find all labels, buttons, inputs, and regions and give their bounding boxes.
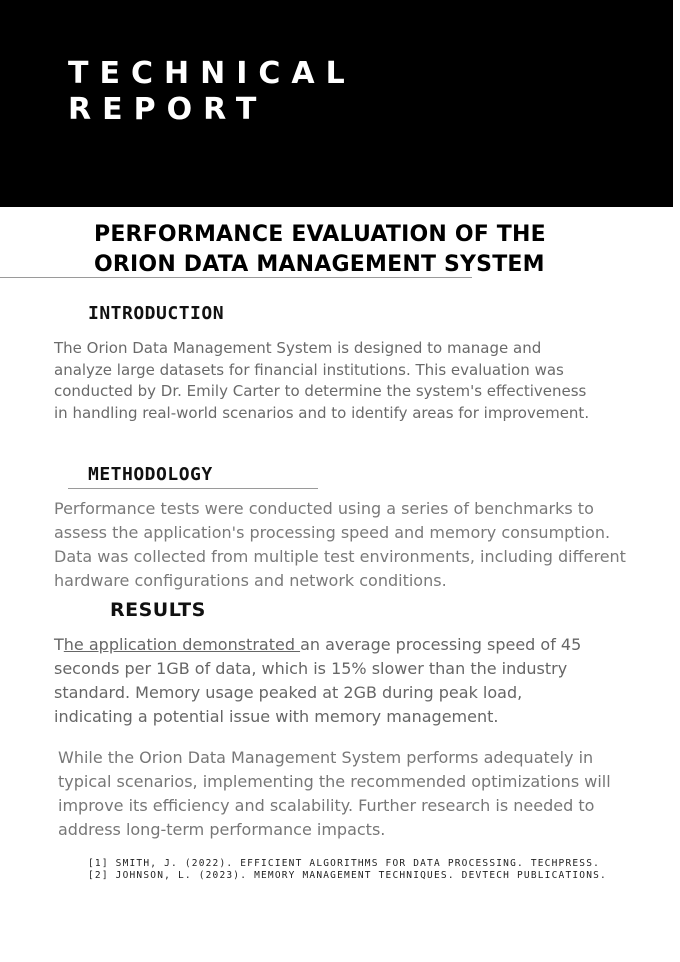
header-band <box>0 0 673 207</box>
introduction-text: The Orion Data Management System is designed to manage and analyze large datasets for financial institutions. This evaluation was conducted by Dr. Emily Carter to determine the system's effectiveness in handling real-world scenarios and to identify areas for improvement. <box>54 339 590 422</box>
results-heading: RESULTS <box>110 599 206 621</box>
title-divider <box>0 277 472 278</box>
document-title-line-2: ORION DATA MANAGEMENT SYSTEM <box>94 252 545 277</box>
conclusion-text: While the Orion Data Management System performs adequately in typical scenarios, implementing the recommended optimizations will improve its efficiency and scalability. Further research is needed to address long-term performance impacts. <box>58 748 611 839</box>
methodology-heading: METHODOLOGY <box>88 464 213 485</box>
report-type-line-2: REPORT <box>68 92 268 127</box>
results-text-underlined: he application demonstrated <box>63 635 301 654</box>
results-text <box>54 633 594 729</box>
methodology-divider <box>68 488 318 489</box>
references: [1] SMITH, J. (2022). EFFICIENT ALGORITHMS FOR DATA PROCESSING. TECHPRESS. [2] JOHNSON, L. (2023). MEMORY MANAGEMENT TECHNIQUES. DEVTECH PUBLICATIONS. <box>88 858 607 881</box>
document-title-line-1: PERFORMANCE EVALUATION OF THE <box>94 222 546 247</box>
results-text-rest: an average processing speed of 45 seconds per 1GB of data, which is 15% slower than the industry standard. Memory usage peaked at 2GB during peak load, indicating a potential issue with memory management. <box>54 635 582 726</box>
methodology-text: Performance tests were conducted using a series of benchmarks to assess the application's processing speed and memory consumption. Data was collected from multiple test environments, including different hardware configurations and network conditions. <box>54 499 626 590</box>
results-text-lead: T <box>54 635 64 654</box>
report-type-line-1: TECHNICAL <box>68 56 356 91</box>
report-type-heading <box>68 56 356 128</box>
document-title <box>94 220 614 280</box>
introduction-heading: INTRODUCTION <box>88 303 225 324</box>
